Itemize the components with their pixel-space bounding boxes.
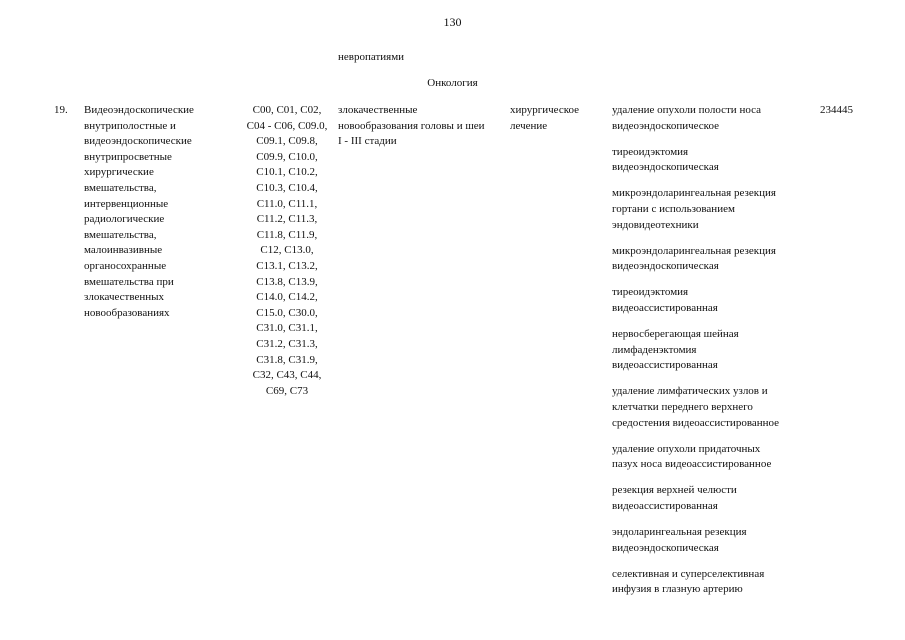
method-name-line: вмешательства, bbox=[84, 181, 157, 194]
icd-code-line: C31.2, C31.3, bbox=[256, 337, 318, 350]
diagnosis-line: новообразования головы и шеи bbox=[338, 119, 485, 132]
treatment-method-line: гортани с использованием bbox=[612, 202, 735, 215]
treatment-method-line: видеоэндоскопическая bbox=[612, 260, 719, 273]
treatment-method-line: удаление опухоли придаточных bbox=[612, 442, 761, 455]
method-name-line: видеоэндоскопические bbox=[84, 135, 192, 148]
treatment-method-item bbox=[612, 327, 802, 374]
method-name-line: радиологические bbox=[84, 213, 165, 226]
method-name-line: новообразованиях bbox=[84, 306, 170, 319]
method-name-line: малоинвазивные bbox=[84, 244, 163, 257]
icd-code-line: C15.0, C30.0, bbox=[256, 306, 318, 319]
treatment-method-line: видеоассистированная bbox=[612, 499, 718, 512]
treatment-method-item bbox=[612, 384, 802, 431]
treatment-method-line: лимфаденэктомия bbox=[612, 343, 697, 356]
method-name-line: вмешательства при bbox=[84, 275, 174, 288]
diagnosis-line: I - III стадии bbox=[338, 135, 397, 148]
method-name-line: хирургические bbox=[84, 166, 154, 179]
page-number: 130 bbox=[443, 15, 462, 29]
treatment-method-line: видеоэндоскопическая bbox=[612, 161, 719, 174]
icd-code-line: C13.8, C13.9, bbox=[256, 275, 318, 288]
treatment-method-line: средостения видеоассистированное bbox=[612, 416, 780, 429]
treatment-method-item bbox=[612, 244, 802, 275]
icd-code-line: C32, C43, C44, bbox=[252, 369, 322, 382]
treatment-method-item bbox=[612, 145, 802, 176]
treatment-method-item bbox=[612, 186, 802, 233]
treatment-method-line: тиреоидэктомия bbox=[612, 286, 689, 299]
icd-code-line: C10.3, C10.4, bbox=[256, 181, 318, 194]
treatment-method-line: резекция верхней челюсти bbox=[612, 484, 737, 497]
method-name-line: внутриполостные и bbox=[84, 119, 176, 132]
row-number: 19. bbox=[54, 104, 68, 116]
treatment-method-item bbox=[612, 442, 802, 473]
treatment-method-line: селективная и суперселективная bbox=[612, 567, 765, 580]
icd-code-line: C12, C13.0, bbox=[260, 244, 314, 257]
treatment-method-line: видеоэндоскопическое bbox=[612, 119, 719, 132]
treatment-method-line: видеоэндоскопическая bbox=[612, 541, 719, 554]
diagnosis-line: злокачественные bbox=[338, 104, 418, 116]
treatment-type-line: лечение bbox=[510, 119, 548, 132]
treatment-method-line: инфузия в глазную артерию bbox=[612, 583, 743, 596]
treatment-method-line: тиреоидэктомия bbox=[612, 145, 689, 158]
icd-code-line: C04 - C06, C09.0, bbox=[246, 119, 328, 132]
treatment-method-line: нервосберегающая шейная bbox=[612, 328, 739, 341]
icd-code-line: C10.1, C10.2, bbox=[256, 166, 318, 179]
continuation-text: невропатиями bbox=[338, 51, 405, 63]
treatment-method-line: микроэндоларингеальная резекция bbox=[612, 187, 776, 200]
treatment-methods-cell bbox=[612, 103, 802, 608]
icd-code-line: C31.0, C31.1, bbox=[256, 322, 318, 335]
icd-code-line: C09.1, C09.8, bbox=[256, 135, 318, 148]
treatment-method-item bbox=[612, 103, 802, 134]
treatment-type-cell bbox=[510, 103, 600, 134]
method-name-line: органосохранные bbox=[84, 259, 167, 272]
treatment-method-line: видеоассистированная bbox=[612, 301, 718, 314]
treatment-method-line: эндоларингеальная резекция bbox=[612, 525, 747, 538]
treatment-method-line: эндовидеотехники bbox=[612, 218, 699, 231]
treatment-method-item bbox=[612, 483, 802, 514]
treatment-method-line: удаление лимфатических узлов и bbox=[612, 385, 768, 398]
treatment-method-line: пазух носа видеоассистированное bbox=[612, 458, 772, 471]
method-name-cell bbox=[84, 103, 244, 321]
icd-codes-cell bbox=[234, 103, 340, 399]
method-name-line: интервенционные bbox=[84, 197, 169, 210]
treatment-method-line: микроэндоларингеальная резекция bbox=[612, 244, 776, 257]
method-name-line: злокачественных bbox=[84, 291, 165, 304]
icd-code-line: C14.0, C14.2, bbox=[256, 291, 318, 304]
treatment-method-line: удаление опухоли полости носа bbox=[612, 104, 761, 116]
icd-code-line: C11.0, C11.1, bbox=[256, 197, 318, 210]
icd-code-line: C31.8, C31.9, bbox=[256, 353, 318, 366]
treatment-method-line: видеоассистированная bbox=[612, 359, 718, 372]
treatment-method-item bbox=[612, 567, 802, 598]
treatment-type-line: хирургическое bbox=[510, 104, 580, 116]
section-title: Онкология bbox=[427, 77, 478, 89]
diagnosis-cell bbox=[338, 103, 502, 150]
treatment-method-line: клетчатки переднего верхнего bbox=[612, 400, 753, 413]
icd-code-line: C11.2, C11.3, bbox=[256, 213, 318, 226]
icd-code-line: C13.1, C13.2, bbox=[256, 259, 318, 272]
icd-code-line: C09.9, C10.0, bbox=[256, 150, 318, 163]
treatment-method-item bbox=[612, 525, 802, 556]
method-name-line: Видеоэндоскопические bbox=[84, 104, 194, 116]
method-name-line: внутрипросветные bbox=[84, 150, 172, 163]
treatment-method-item bbox=[612, 285, 802, 316]
method-name-line: вмешательства, bbox=[84, 228, 157, 241]
icd-code-line: C00, C01, C02, bbox=[252, 104, 322, 116]
icd-code-line: C69, C73 bbox=[265, 384, 309, 397]
price-value: 234445 bbox=[820, 104, 853, 116]
icd-code-line: C11.8, C11.9, bbox=[256, 228, 318, 241]
